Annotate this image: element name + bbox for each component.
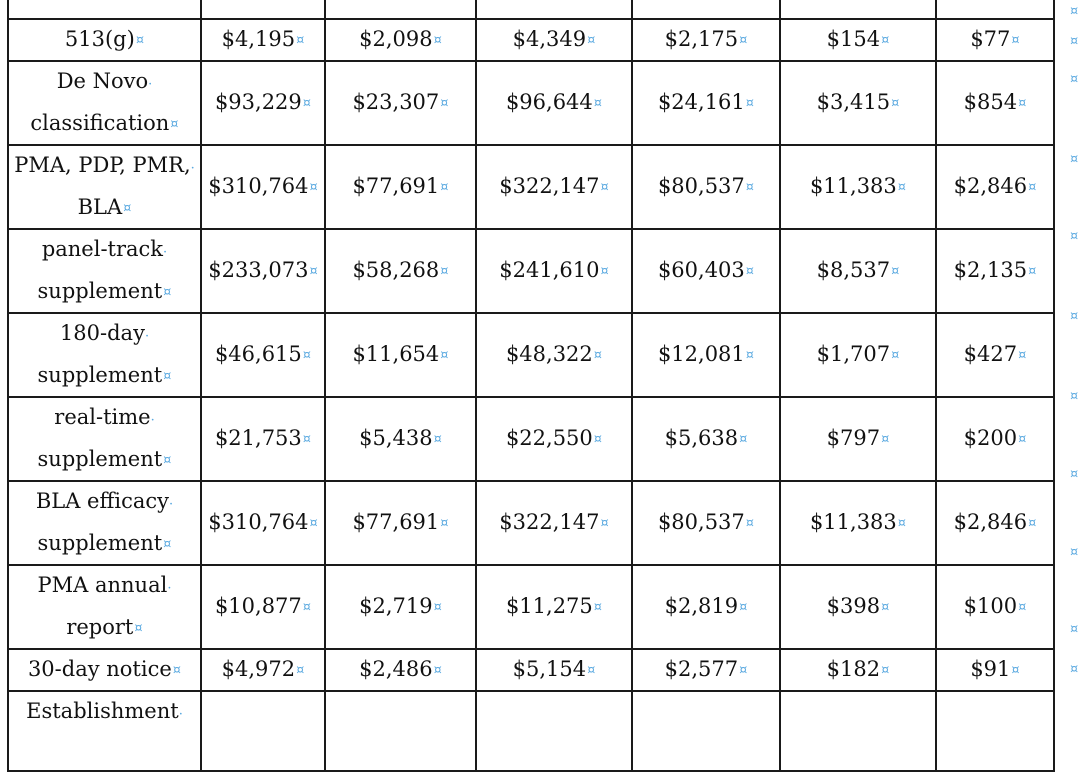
fee-value-cell[interactable] <box>632 565 780 649</box>
fee-value-cell[interactable] <box>325 19 476 61</box>
fee-value: $4,972 <box>221 657 296 681</box>
space-mark-icon: · <box>144 329 150 344</box>
row-label-text: panel-track <box>41 237 164 261</box>
cell-end-mark-icon: ¤ <box>745 180 755 195</box>
space-mark-icon: · <box>167 581 172 596</box>
fee-value-cell[interactable] <box>476 481 632 565</box>
fee-value-cell[interactable] <box>936 313 1054 397</box>
row-end-mark-icon: ¤ <box>1070 389 1079 404</box>
cell-end-mark-icon: ¤ <box>1028 180 1037 195</box>
fee-value-cell[interactable] <box>632 313 780 397</box>
row-end-mark-icon: ¤ <box>1070 662 1079 677</box>
row-end-mark-icon: ¤ <box>1070 34 1079 49</box>
row-label-cell[interactable] <box>8 19 201 61</box>
fee-value: $154 <box>826 27 881 51</box>
table-cell[interactable] <box>325 0 476 19</box>
cell-end-mark-icon: ¤ <box>593 348 603 363</box>
fee-value-cell[interactable] <box>632 19 780 61</box>
fee-value-cell[interactable] <box>936 649 1054 691</box>
fee-value: $8,537 <box>816 258 891 282</box>
table-cell[interactable] <box>780 0 936 19</box>
fee-value-cell[interactable] <box>325 313 476 397</box>
cell-end-mark-icon: ¤ <box>600 516 609 531</box>
table-row <box>8 19 1054 61</box>
row-label-text: supplement <box>37 447 163 471</box>
cell-end-mark-icon: ¤ <box>302 96 312 111</box>
fee-value-cell[interactable] <box>632 481 780 565</box>
fee-value: $310,764 <box>208 510 309 534</box>
cell-end-mark-icon: ¤ <box>135 33 145 48</box>
cell-end-mark-icon: ¤ <box>296 33 305 48</box>
cell-end-mark-icon: ¤ <box>745 348 755 363</box>
space-mark-icon: · <box>150 413 155 428</box>
table-row <box>8 691 1054 771</box>
cell-end-mark-icon: ¤ <box>302 348 312 363</box>
row-label-text: BLA efficacy <box>35 489 170 513</box>
cell-end-mark-icon: ¤ <box>309 180 318 195</box>
row-end-mark-icon: ¤ <box>1070 229 1079 244</box>
row-label-text: Establishment <box>26 699 179 723</box>
fee-value: $21,753 <box>214 426 302 450</box>
cell-end-mark-icon: ¤ <box>302 600 312 615</box>
cell-end-mark-icon: ¤ <box>440 516 449 531</box>
row-label-text: 513(g) <box>64 27 135 51</box>
fee-value: $2,486 <box>359 657 433 681</box>
fee-value-cell[interactable] <box>325 397 476 481</box>
fee-value-cell[interactable] <box>201 145 325 229</box>
cell-end-mark-icon: ¤ <box>745 264 755 279</box>
cell-end-mark-icon: ¤ <box>433 600 442 615</box>
fee-value: $322,147 <box>499 510 600 534</box>
fee-value: $2,846 <box>953 510 1028 534</box>
cell-end-mark-icon: ¤ <box>593 600 603 615</box>
cell-end-mark-icon: ¤ <box>309 264 318 279</box>
table-row <box>8 145 1054 229</box>
cell-end-mark-icon: ¤ <box>163 453 172 468</box>
table-row <box>8 649 1054 691</box>
fee-value: $2,719 <box>359 594 433 618</box>
table-row <box>8 397 1054 481</box>
cell-end-mark-icon: ¤ <box>745 516 755 531</box>
cell-end-mark-icon: ¤ <box>440 180 449 195</box>
fee-value: $11,383 <box>809 510 897 534</box>
row-label-text: PMA, PDP, PMR, <box>14 153 191 177</box>
fee-value: $2,175 <box>664 27 739 51</box>
fee-value-cell[interactable] <box>325 229 476 313</box>
fee-value-cell[interactable] <box>780 19 936 61</box>
row-label-cell[interactable] <box>8 61 201 145</box>
cell-end-mark-icon: ¤ <box>897 180 907 195</box>
fee-value-cell[interactable] <box>325 649 476 691</box>
fee-value-cell[interactable] <box>632 145 780 229</box>
fee-value-cell[interactable] <box>780 481 936 565</box>
table-cell[interactable] <box>201 0 325 19</box>
fee-value-cell[interactable] <box>780 313 936 397</box>
fee-value-cell[interactable] <box>476 397 632 481</box>
fee-value: $310,764 <box>208 174 309 198</box>
cell-end-mark-icon: ¤ <box>739 663 748 678</box>
fee-value: $2,098 <box>359 27 433 51</box>
cell-end-mark-icon: ¤ <box>593 432 603 447</box>
cell-end-mark-icon: ¤ <box>440 348 449 363</box>
fee-value-cell[interactable] <box>201 229 325 313</box>
fee-value: $100 <box>963 594 1018 618</box>
row-end-mark-icon: ¤ <box>1070 72 1079 87</box>
fee-value: $233,073 <box>208 258 309 282</box>
fee-value: $322,147 <box>499 174 600 198</box>
fee-value-cell[interactable] <box>325 565 476 649</box>
fee-value: $60,403 <box>657 258 745 282</box>
fee-value: $24,161 <box>657 90 745 114</box>
row-label-cell[interactable] <box>8 397 201 481</box>
cell-end-mark-icon: ¤ <box>296 663 305 678</box>
row-label-text: PMA annual <box>37 573 168 597</box>
cell-end-mark-icon: ¤ <box>1018 432 1027 447</box>
row-label-cell[interactable] <box>8 481 201 565</box>
cell-end-mark-icon: ¤ <box>170 117 179 132</box>
fee-value-cell[interactable] <box>780 691 936 771</box>
cell-end-mark-icon: ¤ <box>1011 663 1020 678</box>
row-label-text: supplement <box>37 279 163 303</box>
fee-value: $797 <box>826 426 881 450</box>
row-label-cell[interactable] <box>8 649 201 691</box>
fee-value-cell[interactable] <box>201 19 325 61</box>
space-mark-icon: · <box>163 245 168 260</box>
fee-value: $2,846 <box>953 174 1028 198</box>
fee-value: $58,268 <box>352 258 440 282</box>
fee-value: $1,707 <box>816 342 891 366</box>
fee-value-cell[interactable] <box>936 565 1054 649</box>
fee-value-cell[interactable] <box>936 481 1054 565</box>
row-label-cell[interactable] <box>8 229 201 313</box>
cell-end-mark-icon: ¤ <box>1018 348 1027 363</box>
fee-value-cell[interactable] <box>325 61 476 145</box>
fee-value: $80,537 <box>657 174 745 198</box>
fee-value-cell[interactable] <box>632 61 780 145</box>
fee-table <box>7 0 1055 772</box>
fee-value-cell[interactable] <box>325 691 476 771</box>
cell-end-mark-icon: ¤ <box>593 96 603 111</box>
cell-end-mark-icon: ¤ <box>1028 264 1037 279</box>
row-end-mark-icon: ¤ <box>1070 152 1079 167</box>
cell-end-mark-icon: ¤ <box>891 348 900 363</box>
fee-value: $398 <box>826 594 881 618</box>
fee-value: $12,081 <box>657 342 745 366</box>
fee-value: $22,550 <box>505 426 593 450</box>
cell-end-mark-icon: ¤ <box>739 432 748 447</box>
fee-value-cell[interactable] <box>936 145 1054 229</box>
space-mark-icon: · <box>178 707 183 722</box>
fee-value-cell[interactable] <box>632 649 780 691</box>
fee-value-cell[interactable] <box>201 691 325 771</box>
cell-end-mark-icon: ¤ <box>881 663 890 678</box>
fee-value-cell[interactable] <box>201 565 325 649</box>
row-end-mark-icon: ¤ <box>1070 467 1079 482</box>
fee-value-cell[interactable] <box>936 61 1054 145</box>
fee-value-cell[interactable] <box>632 397 780 481</box>
row-label-text: classification <box>30 111 170 135</box>
cell-end-mark-icon: ¤ <box>881 600 890 615</box>
row-label-cell[interactable] <box>8 565 201 649</box>
fee-value-cell[interactable] <box>780 145 936 229</box>
row-label-text: real-time <box>54 405 151 429</box>
cell-end-mark-icon: ¤ <box>739 33 748 48</box>
fee-value: $241,610 <box>499 258 600 282</box>
fee-value: $77 <box>970 27 1011 51</box>
fee-value: $11,654 <box>352 342 440 366</box>
table-cell[interactable] <box>632 0 780 19</box>
cell-end-mark-icon: ¤ <box>433 663 442 678</box>
cell-end-mark-icon: ¤ <box>739 600 748 615</box>
cell-end-mark-icon: ¤ <box>881 432 890 447</box>
cell-end-mark-icon: ¤ <box>302 432 312 447</box>
fee-value: $2,819 <box>664 594 739 618</box>
fee-value: $80,537 <box>657 510 745 534</box>
row-label-text: report <box>66 615 134 639</box>
fee-value-cell[interactable] <box>201 61 325 145</box>
fee-value: $11,275 <box>505 594 593 618</box>
table-row <box>8 313 1054 397</box>
row-label-cell[interactable] <box>8 691 201 771</box>
cell-end-mark-icon: ¤ <box>600 264 609 279</box>
row-label-text: supplement <box>37 363 163 387</box>
fee-value-cell[interactable] <box>476 313 632 397</box>
fee-value-cell[interactable] <box>936 691 1054 771</box>
cell-end-mark-icon: ¤ <box>134 621 143 636</box>
fee-value: $46,615 <box>214 342 302 366</box>
fee-value: $200 <box>963 426 1018 450</box>
fee-value: $93,229 <box>214 90 302 114</box>
row-label-text: supplement <box>37 531 163 555</box>
row-label-text: BLA <box>77 195 123 219</box>
fee-value-cell[interactable] <box>476 691 632 771</box>
table-row-clipped-top <box>8 0 1054 19</box>
fee-value-cell[interactable] <box>325 481 476 565</box>
fee-value: $77,691 <box>352 174 440 198</box>
cell-end-mark-icon: ¤ <box>600 180 609 195</box>
fee-value: $427 <box>963 342 1018 366</box>
fee-value-cell[interactable] <box>632 691 780 771</box>
cell-end-mark-icon: ¤ <box>163 537 172 552</box>
fee-value: $4,349 <box>512 27 587 51</box>
fee-value-cell[interactable] <box>936 229 1054 313</box>
row-end-mark-icon: ¤ <box>1070 545 1079 560</box>
fee-value-cell[interactable] <box>780 565 936 649</box>
fee-value-cell[interactable] <box>201 313 325 397</box>
fee-value-cell[interactable] <box>780 649 936 691</box>
table-row <box>8 61 1054 145</box>
space-mark-icon: · <box>169 497 174 512</box>
space-mark-icon: · <box>148 77 153 92</box>
fee-table-body <box>8 0 1054 771</box>
cell-end-mark-icon: ¤ <box>891 96 900 111</box>
fee-value-cell[interactable] <box>780 61 936 145</box>
cell-end-mark-icon: ¤ <box>163 285 172 300</box>
row-end-mark-icon: ¤ <box>1070 622 1079 637</box>
table-cell[interactable] <box>936 0 1054 19</box>
cell-end-mark-icon: ¤ <box>1011 33 1020 48</box>
fee-value-cell[interactable] <box>476 565 632 649</box>
table-cell[interactable] <box>476 0 632 19</box>
fee-value-cell[interactable] <box>476 61 632 145</box>
cell-end-mark-icon: ¤ <box>891 264 900 279</box>
fee-value: $48,322 <box>505 342 593 366</box>
cell-end-mark-icon: ¤ <box>587 33 596 48</box>
fee-value-cell[interactable] <box>780 229 936 313</box>
fee-value-cell[interactable] <box>476 649 632 691</box>
cell-end-mark-icon: ¤ <box>881 33 890 48</box>
fee-value-cell[interactable] <box>325 145 476 229</box>
row-end-mark-icon: ¤ <box>1070 4 1079 19</box>
fee-value-cell[interactable] <box>936 397 1054 481</box>
cell-end-mark-icon: ¤ <box>433 432 442 447</box>
fee-value: $91 <box>970 657 1011 681</box>
fee-value: $77,691 <box>352 510 440 534</box>
fee-value: $5,438 <box>359 426 433 450</box>
cell-end-mark-icon: ¤ <box>309 516 318 531</box>
cell-end-mark-icon: ¤ <box>440 96 449 111</box>
fee-value: $5,638 <box>664 426 739 450</box>
row-label-text: De Novo <box>56 69 149 93</box>
fee-value-cell[interactable] <box>936 19 1054 61</box>
cell-end-mark-icon: ¤ <box>123 201 132 216</box>
fee-value-cell[interactable] <box>780 397 936 481</box>
row-end-mark-icon: ¤ <box>1070 309 1079 324</box>
fee-value-cell[interactable] <box>632 229 780 313</box>
fee-value: $182 <box>826 657 881 681</box>
cell-end-mark-icon: ¤ <box>433 33 442 48</box>
row-label-cell[interactable] <box>8 313 201 397</box>
fee-value: $96,644 <box>505 90 593 114</box>
row-label-cell[interactable] <box>8 145 201 229</box>
fee-value: $10,877 <box>214 594 302 618</box>
cell-end-mark-icon: ¤ <box>745 96 755 111</box>
fee-value: $4,195 <box>221 27 296 51</box>
fee-value-cell[interactable] <box>476 145 632 229</box>
fee-value: $11,383 <box>809 174 897 198</box>
fee-value: $23,307 <box>352 90 440 114</box>
cell-end-mark-icon: ¤ <box>1028 516 1037 531</box>
fee-value: $3,415 <box>816 90 891 114</box>
cell-end-mark-icon: ¤ <box>1018 96 1027 111</box>
table-row <box>8 229 1054 313</box>
fee-value-cell[interactable] <box>201 481 325 565</box>
cell-end-mark-icon: ¤ <box>1018 600 1027 615</box>
table-cell[interactable] <box>8 0 201 19</box>
cell-end-mark-icon: ¤ <box>172 663 182 678</box>
row-label-text: 180-day <box>59 321 145 345</box>
cell-end-mark-icon: ¤ <box>897 516 907 531</box>
space-mark-icon: · <box>190 161 195 176</box>
fee-value-cell[interactable] <box>201 397 325 481</box>
table-row <box>8 565 1054 649</box>
cell-end-mark-icon: ¤ <box>163 369 172 384</box>
fee-value-cell[interactable] <box>476 229 632 313</box>
fee-value: $854 <box>963 90 1018 114</box>
fee-value: $2,577 <box>664 657 739 681</box>
fee-value-cell[interactable] <box>476 19 632 61</box>
fee-value: $2,135 <box>953 258 1028 282</box>
table-row <box>8 481 1054 565</box>
row-label-text: 30-day notice <box>27 657 172 681</box>
cell-end-mark-icon: ¤ <box>587 663 596 678</box>
fee-value-cell[interactable] <box>201 649 325 691</box>
cell-end-mark-icon: ¤ <box>440 264 449 279</box>
fee-value: $5,154 <box>512 657 587 681</box>
